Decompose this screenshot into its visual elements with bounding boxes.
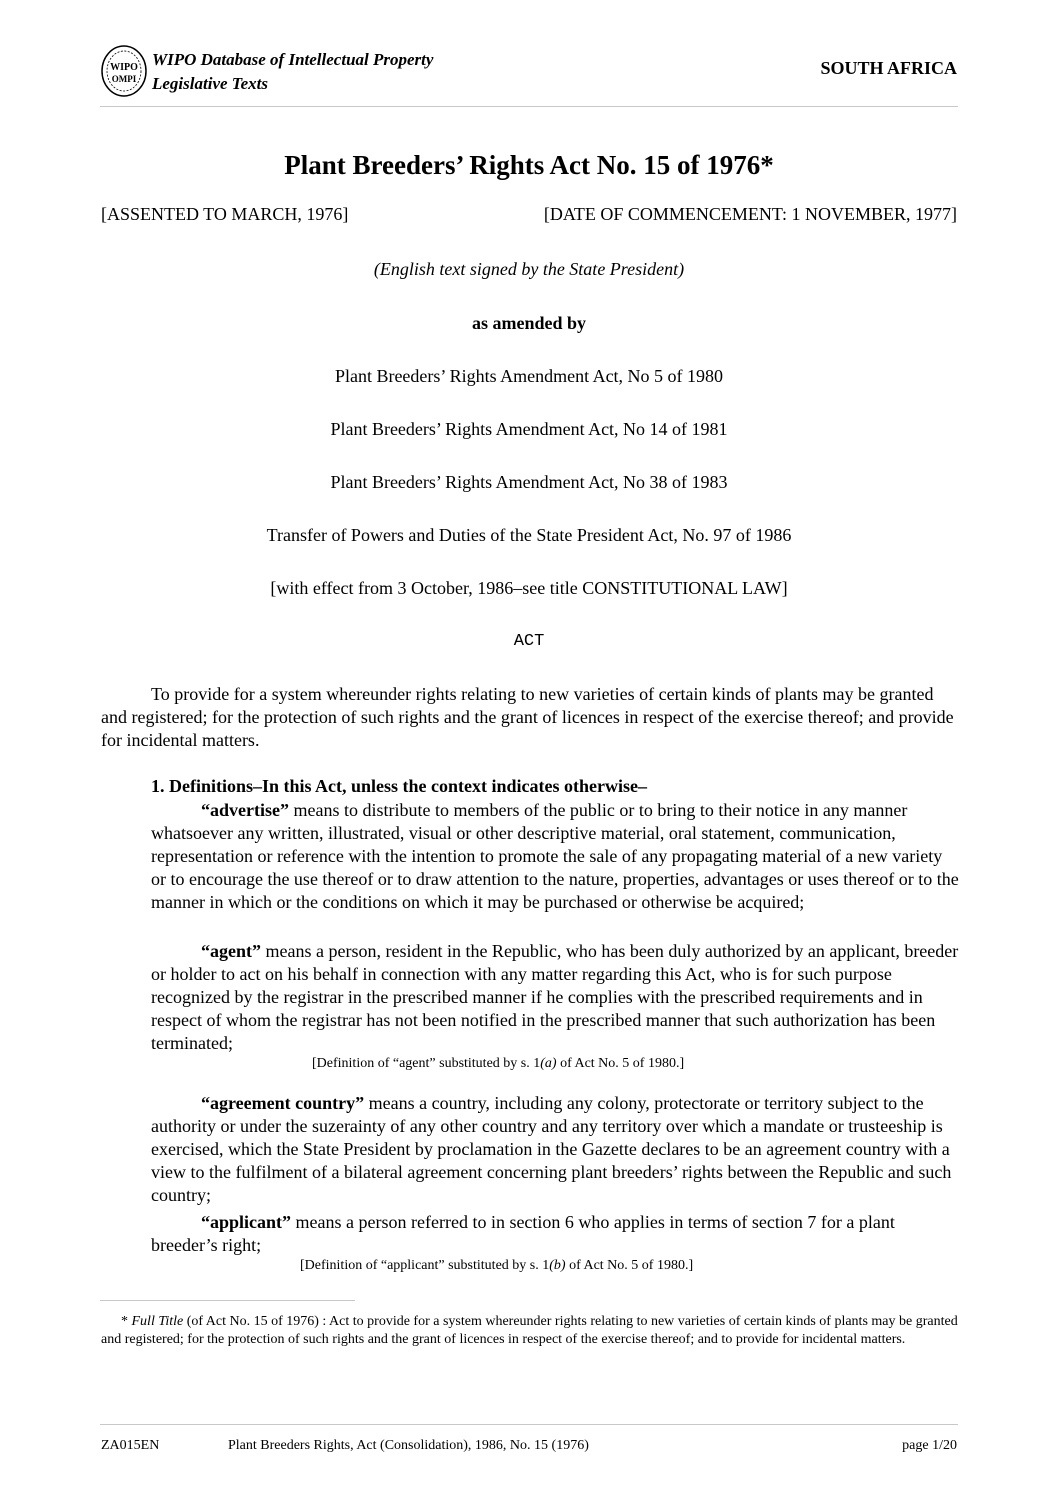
commencement-date: [DATE OF COMMENCEMENT: 1 NOVEMBER, 1977] <box>543 204 957 224</box>
database-title-line1: WIPO Database of Intellectual Property <box>152 50 434 69</box>
preamble: To provide for a system whereunder rights relating to new varieties of certain kinds of plants may be granted and registered; for the protection of such rights and the grant of licences in respect of the exercise thereof; and provide for incidental matters. <box>101 684 954 750</box>
footnote-text: (of Act No. 15 of 1976) : Act to provide for a system whereunder rights relating to new varieties of certain kinds of plants may be granted and registered; for the protection of such rights and the grant of licences in respect of the exercise thereof; and to provide for incidental matters. <box>101 1314 958 1347</box>
definition-applicant <box>151 1211 959 1257</box>
definition-term: “agent” <box>201 941 261 961</box>
definition-agreement-country <box>151 1092 959 1207</box>
definition-term: “agreement country” <box>201 1093 365 1113</box>
wipo-logo <box>100 44 148 98</box>
signed-note: (English text signed by the State President) <box>373 259 685 279</box>
assent-date: [ASSENTED TO MARCH, 1976] <box>101 204 349 224</box>
definition-term: “advertise” <box>201 800 289 820</box>
amendment-item: Transfer of Powers and Duties of the State President Act, No. 97 of 1986 <box>266 525 792 545</box>
amendment-note: [Definition of “applicant” substituted by s. 1(b) of Act No. 5 of 1980.] <box>300 1258 694 1273</box>
document-title: Plant Breeders’ Rights Act No. 15 of 1976* <box>284 150 774 180</box>
amended-by-label: as amended by <box>471 313 587 333</box>
logo-text-top: WIPO <box>110 62 138 73</box>
act-label: ACT <box>513 632 545 651</box>
amendment-note: [Definition of “agent” substituted by s. 1(a) of Act No. 5 of 1980.] <box>312 1056 685 1071</box>
footnote: * Full Title (of Act No. 15 of 1976) : Act to provide for a system whereunder rights relating to new varieties of certain kinds of plants may be granted and registered; for the protection of such rights and the grant of licences in respect of the exercise thereof; and to provide for incidental matters. <box>101 1314 958 1347</box>
definition-term: “applicant” <box>201 1212 292 1232</box>
amendment-item: Plant Breeders’ Rights Amendment Act, No 14 of 1981 <box>330 419 728 439</box>
logo-text-bottom: OMPI <box>111 74 137 84</box>
definition-text: means to distribute to members of the public or to bring to their notice in any manner whatsoever any written, illustrated, visual or other descriptive material, oral statement, communication, representation or reference with the intention to promote the sale of any propagating material of a new variety or to encourage the use thereof or to draw attention to the nature, properties, advantages or uses thereof or to the manner in which or the conditions on which it may be purchased or otherwise be acquired; <box>151 800 959 912</box>
page-number: page 1/20 <box>902 1438 957 1453</box>
footnote-divider <box>100 1300 355 1301</box>
document-code: ZA015EN <box>101 1438 160 1453</box>
section-heading: 1. Definitions–In this Act, unless the context indicates otherwise– <box>151 776 647 796</box>
database-title-line2: Legislative Texts <box>152 74 268 93</box>
definition-text: means a country, including any colony, protectorate or territory subject to the authority or under the suzerainty of any other country and any territory over which a mandate or trusteeship is exercised, which the State President by proclamation in the Gazette declares to be an agreement country with a view to the fulfilment of a bilateral agreement concerning plant breeders’ rights between the Republic and such country; <box>151 1093 952 1205</box>
amendment-item: Plant Breeders’ Rights Amendment Act, No 5 of 1980 <box>334 366 724 386</box>
header-divider <box>100 106 958 107</box>
footer-divider <box>100 1424 958 1425</box>
definition-agent <box>151 940 959 1055</box>
amendment-item: [with effect from 3 October, 1986–see title CONSTITUTIONAL LAW] <box>270 578 788 598</box>
document-citation: Plant Breeders Rights, Act (Consolidation), 1986, No. 15 (1976) <box>228 1438 589 1453</box>
amendment-item: Plant Breeders’ Rights Amendment Act, No 38 of 1983 <box>330 472 728 492</box>
definition-text: means a person, resident in the Republic, who has been duly authorized by an applicant, breeder or holder to act on his behalf in connection with any matter regarding this Act, who is for such purpose recognized by the registrar in the prescribed manner if he complies with the prescribed requirements and in respect of whom the registrar has not been notified in the prescribed manner that such authorization has been terminated; <box>151 941 959 1053</box>
definition-text: means a person referred to in section 6 who applies in terms of section 7 for a plant breeder’s right; <box>151 1212 895 1255</box>
footnote-label: Full Title <box>131 1314 184 1329</box>
definition-advertise <box>151 799 959 914</box>
country-label: SOUTH AFRICA <box>820 58 957 78</box>
